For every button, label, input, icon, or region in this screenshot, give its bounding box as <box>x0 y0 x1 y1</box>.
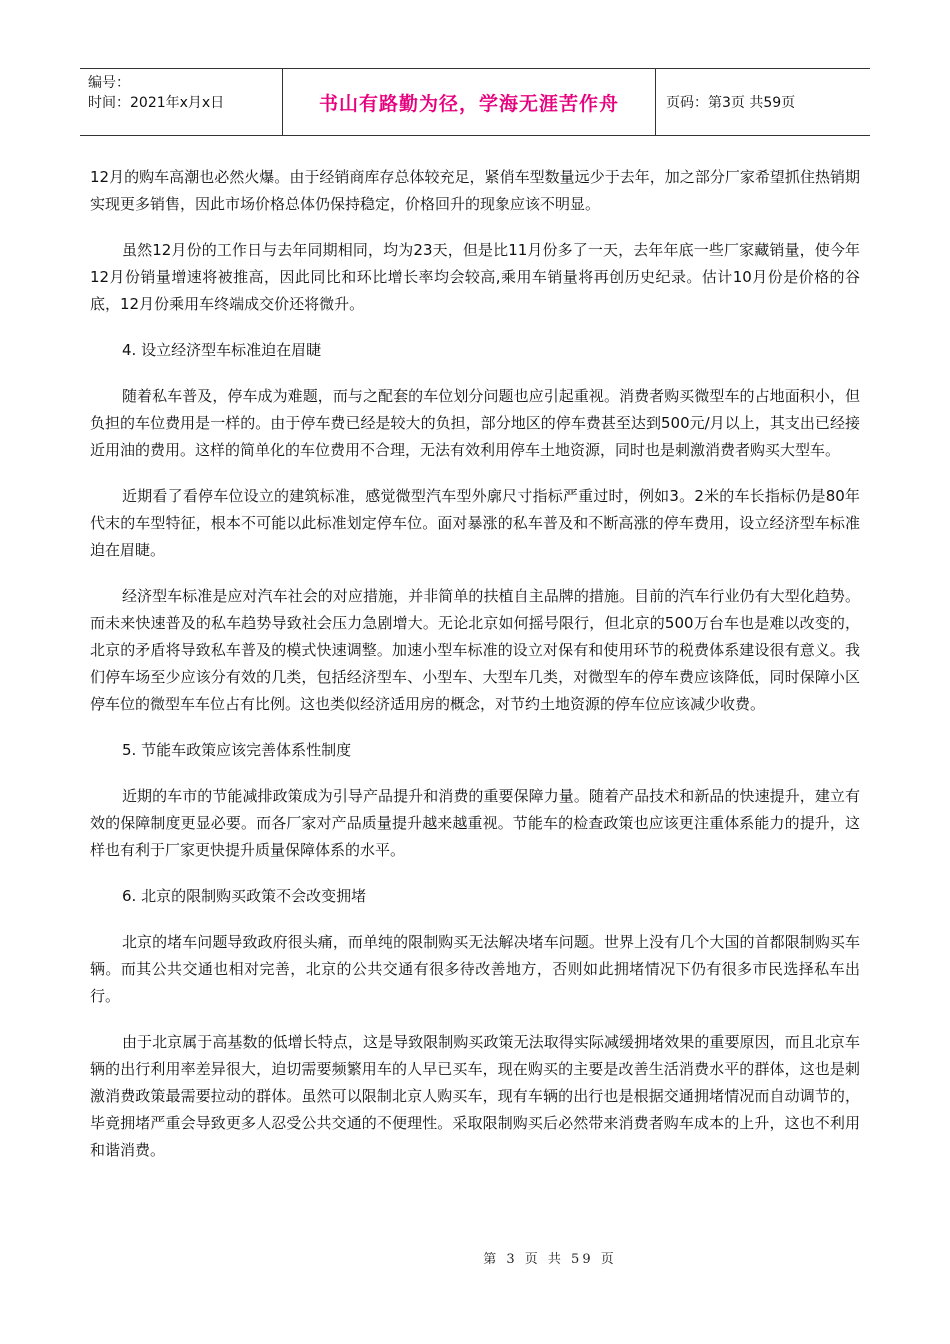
paragraph: 12月的购车高潮也必然火爆。由于经销商库存总体较充足，紧俏车型数量远少于去年，加之部分厂家希望抓住热销期实现更多销售，因此市场价格总体仍保持稳定，价格回升的现象应该不明显。 <box>90 168 860 213</box>
section-heading: 6. 北京的限制购买政策不会改变拥堵 <box>122 887 367 905</box>
page-footer <box>0 1248 950 1267</box>
paragraph: 由于北京属于高基数的低增长特点，这是导致限制购买政策无法取得实际减缓拥堵效果的重要原因，而且北京车辆的出行利用率差异很大，迫切需要频繁用车的人早已买车，现在购买的主要是改善生活消费水平的群体，这也是刺激消费政策最需要拉动的群体。虽然可以限制北京人购买车，现有车辆的出行也是根据交通拥堵情况而自动调节的，毕竟拥堵严重会导致更多人忍受公共交通的不便理性。采取限制购买后必然带来消费者购车成本的上升，这也不利用和谐消费。 <box>90 1033 860 1159</box>
document-body <box>90 164 860 1183</box>
paragraph: 经济型车标准是应对汽车社会的对应措施，并非简单的扶植自主品牌的措施。目前的汽车行业仍有大型化趋势。而未来快速普及的私车趋势导致社会压力急剧增大。无论北京如何摇号限行，但北京的500万台车也是难以改变的，北京的矛盾将导致私车普及的模式快速调整。加速小型车标准的设立对保有和使用环节的税费体系建设很有意义。我们停车场至少应该分有效的几类，包括经济型车、小型车、大型车几类，对微型车的停车费应该降低，同时保障小区停车位的微型车车位占有比例。这也类似经济适用房的概念，对节约土地资源的停车位应该减少收费。 <box>90 587 860 713</box>
paragraph: 近期的车市的节能减排政策成为引导产品提升和消费的重要保障力量。随着产品技术和新品的快速提升，建立有效的保障制度更显必要。而各厂家对产品质量提升越来越重视。节能车的检查政策也应该更注重体系能力的提升，这样也有利于厂家更快提升质量保障体系的水平。 <box>90 787 860 859</box>
page-info-text: 页码：第3页 共59页 <box>666 95 796 111</box>
page-header <box>80 68 870 136</box>
header-meta <box>80 69 282 135</box>
paragraph: 随着私车普及，停车成为难题，而与之配套的车位划分问题也应引起重视。消费者购买微型车的占地面积小，但负担的车位费用是一样的。由于停车费已经是较大的负担，部分地区的停车费甚至达到500元/月以上，其支出已经接近用油的费用。这样的简单化的车位费用不合理，无法有效利用停车土地资源，同时也是刺激消费者购买大型车。 <box>90 387 860 459</box>
document-time-label: 时间：2021年x月x日 <box>88 95 225 111</box>
document-number-label: 编号： <box>88 75 130 91</box>
section-heading: 4. 设立经济型车标准迫在眉睫 <box>122 341 322 359</box>
section-heading: 5. 节能车政策应该完善体系性制度 <box>122 741 352 759</box>
header-motto: 书山有路勤为径，学海无涯苦作舟 <box>318 92 619 115</box>
paragraph: 北京的堵车问题导致政府很头痛，而单纯的限制购买无法解决堵车问题。世界上没有几个大国的首都限制购买车辆。而其公共交通也相对完善，北京的公共交通有很多待改善地方，否则如此拥堵情况下仍有很多市民选择私车出行。 <box>90 933 860 1005</box>
paragraph: 近期看了看停车位设立的建筑标准，感觉微型汽车型外廓尺寸指标严重过时，例如3。2米的车长指标仍是80年代末的车型特征，根本不可能以此标准划定停车位。面对暴涨的私车普及和不断高涨的停车费用，设立经济型车标准迫在眉睫。 <box>90 487 860 559</box>
header-page-info <box>656 69 870 135</box>
header-motto-cell <box>282 69 656 135</box>
footer-page-number: 第 3 页 共 59 页 <box>483 1252 617 1267</box>
paragraph: 虽然12月份的工作日与去年同期相同，均为23天，但是比11月份多了一天，去年年底一些厂家藏销量，使今年12月份销量增速将被推高，因此同比和环比增长率均会较高,乘用车销量将再创历史纪录。估计10月份是价格的谷底，12月份乘用车终端成交价还将微升。 <box>90 241 860 313</box>
